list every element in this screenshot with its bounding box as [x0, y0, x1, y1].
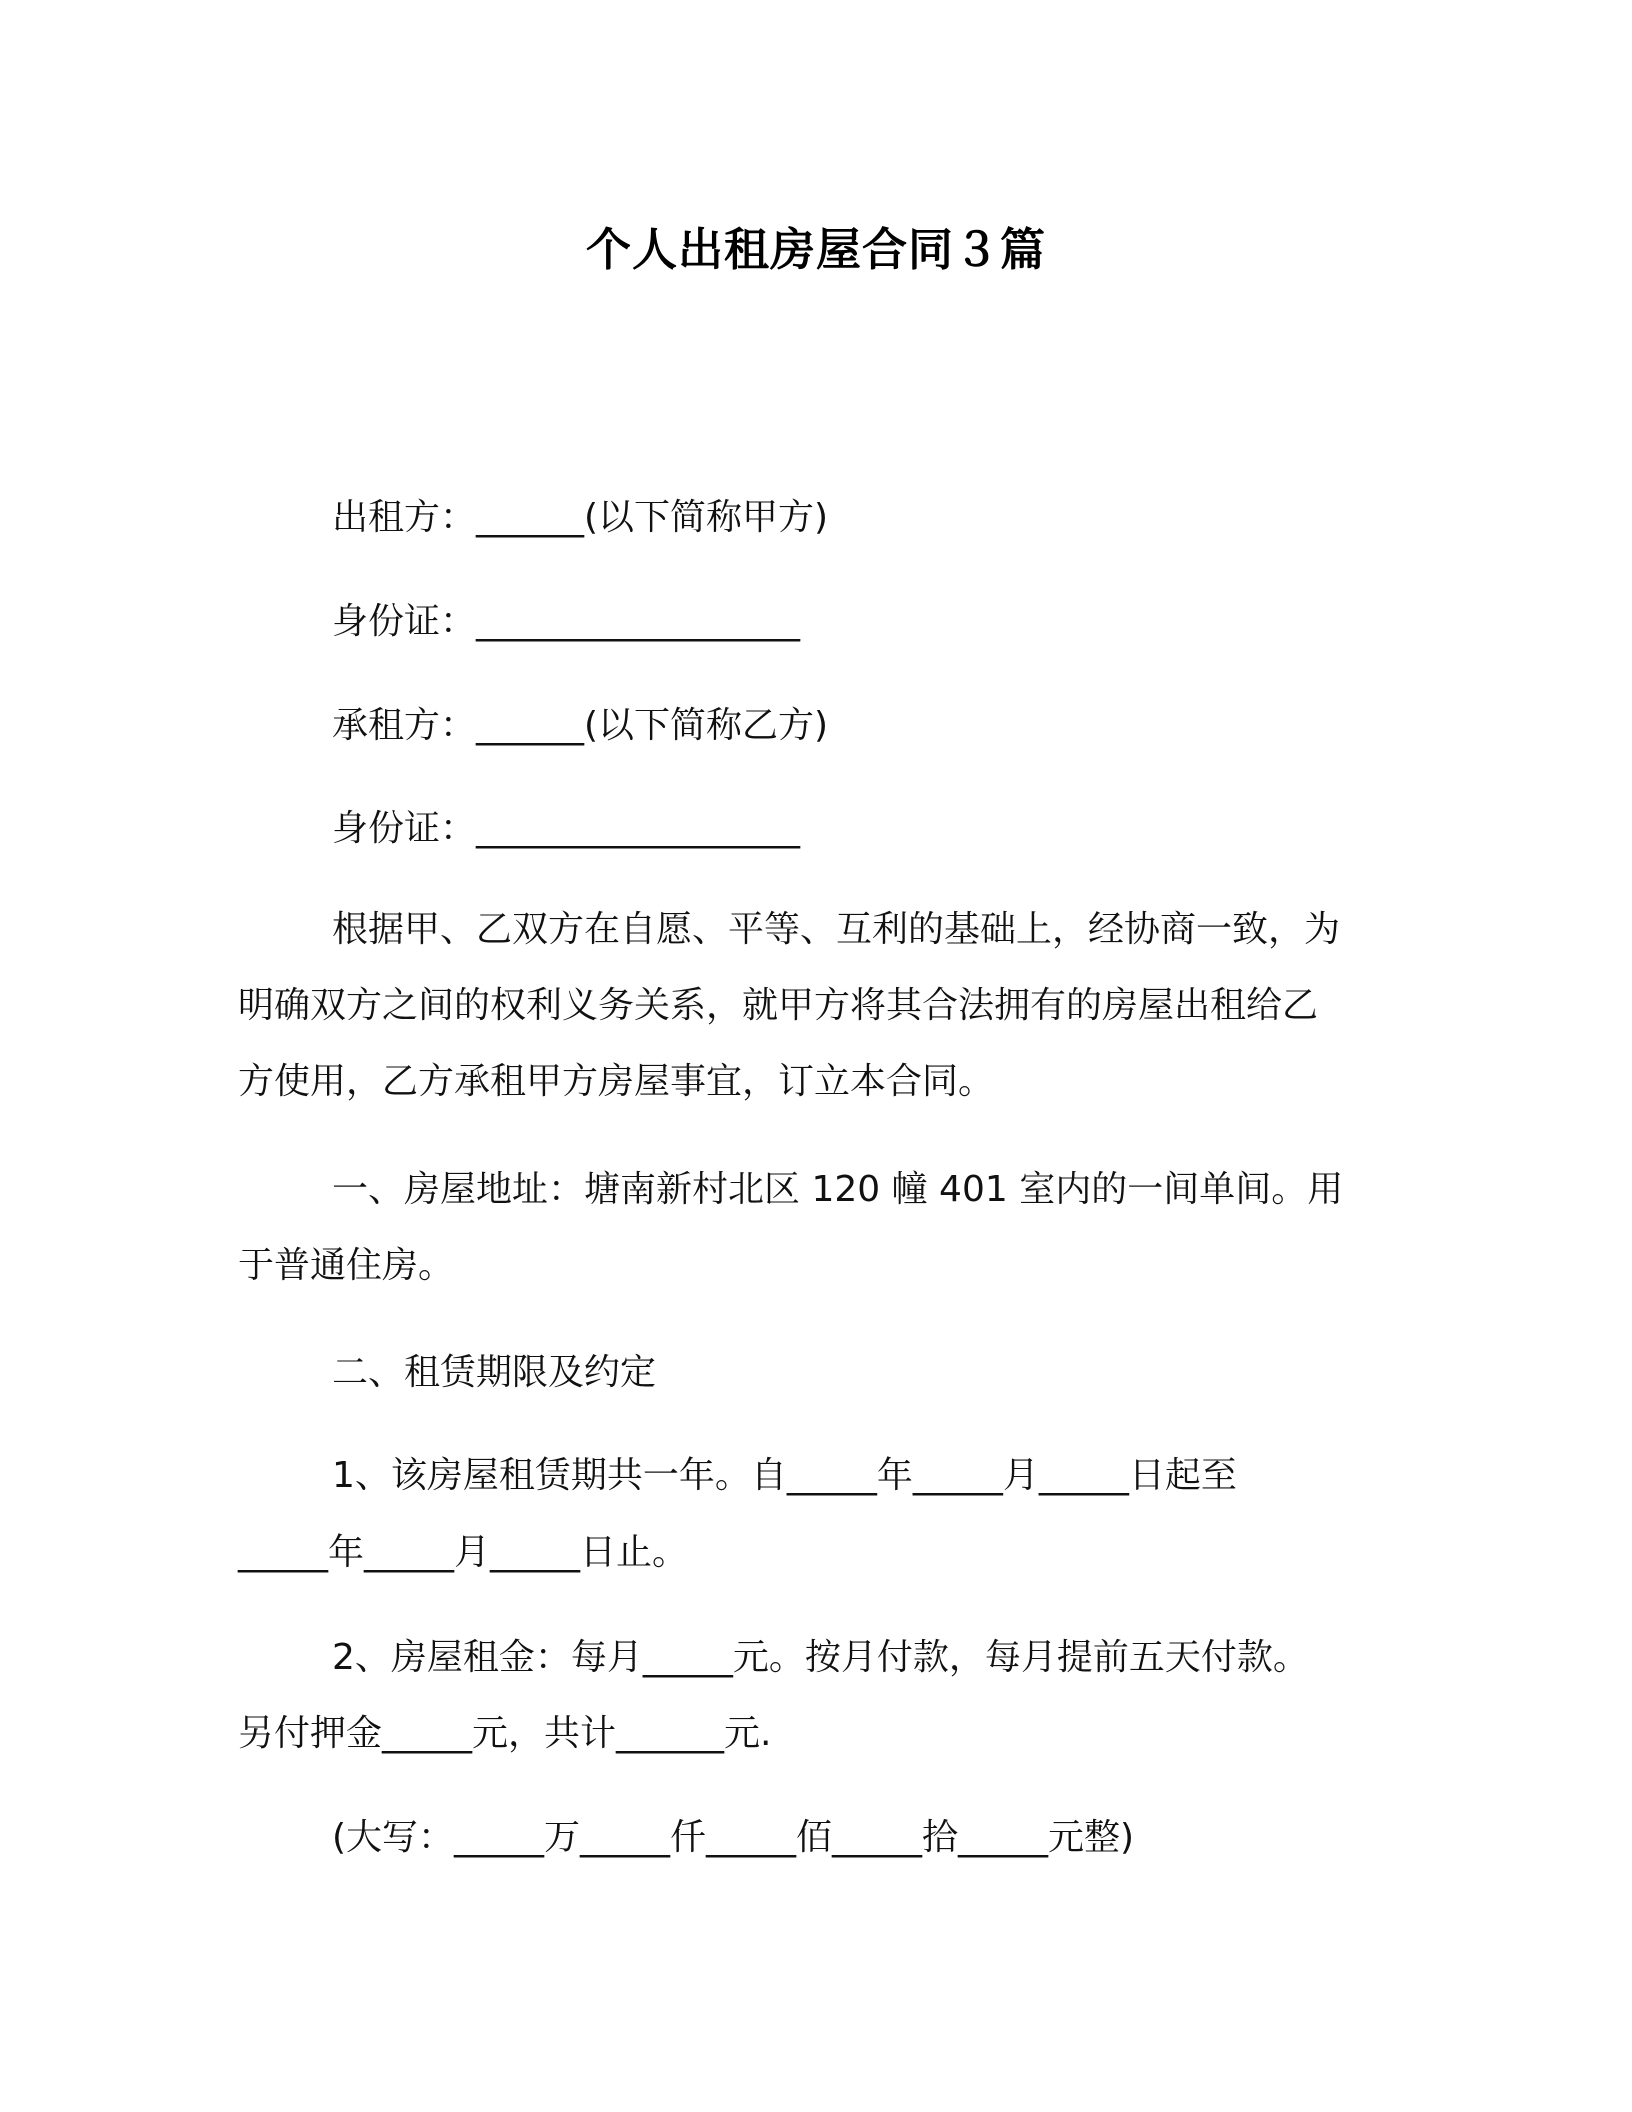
- lessor-line: 出租方：______(以下简称甲方): [332, 497, 829, 538]
- lessee-line: 承租方：______(以下简称乙方): [332, 705, 829, 746]
- clause-2-1-line-2: _____年_____月_____日止。: [238, 1532, 689, 1573]
- clause-1-line-1: 一、房屋地址：塘南新村北区 120 幢 401 室内的一间单间。用: [332, 1169, 1344, 1210]
- lessee-id-line: 身份证：__________________: [332, 808, 801, 849]
- clause-2-heading: 二、租赁期限及约定: [332, 1352, 657, 1393]
- preamble-line-1: 根据甲、乙双方在自愿、平等、互利的基础上，经协商一致，为: [332, 909, 1341, 950]
- clause-2-1-line-1: 1、该房屋租赁期共一年。自_____年_____月_____日起至: [332, 1455, 1237, 1496]
- clause-2-2-line-2: 另付押金_____元，共计______元.: [238, 1713, 772, 1754]
- preamble-line-2: 明确双方之间的权利义务关系，就甲方将其合法拥有的房屋出租给乙: [238, 985, 1319, 1026]
- clause-1-line-2: 于普通住房。: [238, 1245, 455, 1286]
- document-title: 个人出租房屋合同３篇: [585, 223, 1046, 276]
- preamble-line-3: 方使用，乙方承租甲方房屋事宜，订立本合同。: [238, 1061, 995, 1102]
- amount-in-words-line: (大写：_____万_____仟_____佰_____拾_____元整): [332, 1817, 1135, 1858]
- clause-2-2-line-1: 2、房屋租金：每月_____元。按月付款，每月提前五天付款。: [332, 1637, 1309, 1678]
- lessor-id-line: 身份证：__________________: [332, 601, 801, 642]
